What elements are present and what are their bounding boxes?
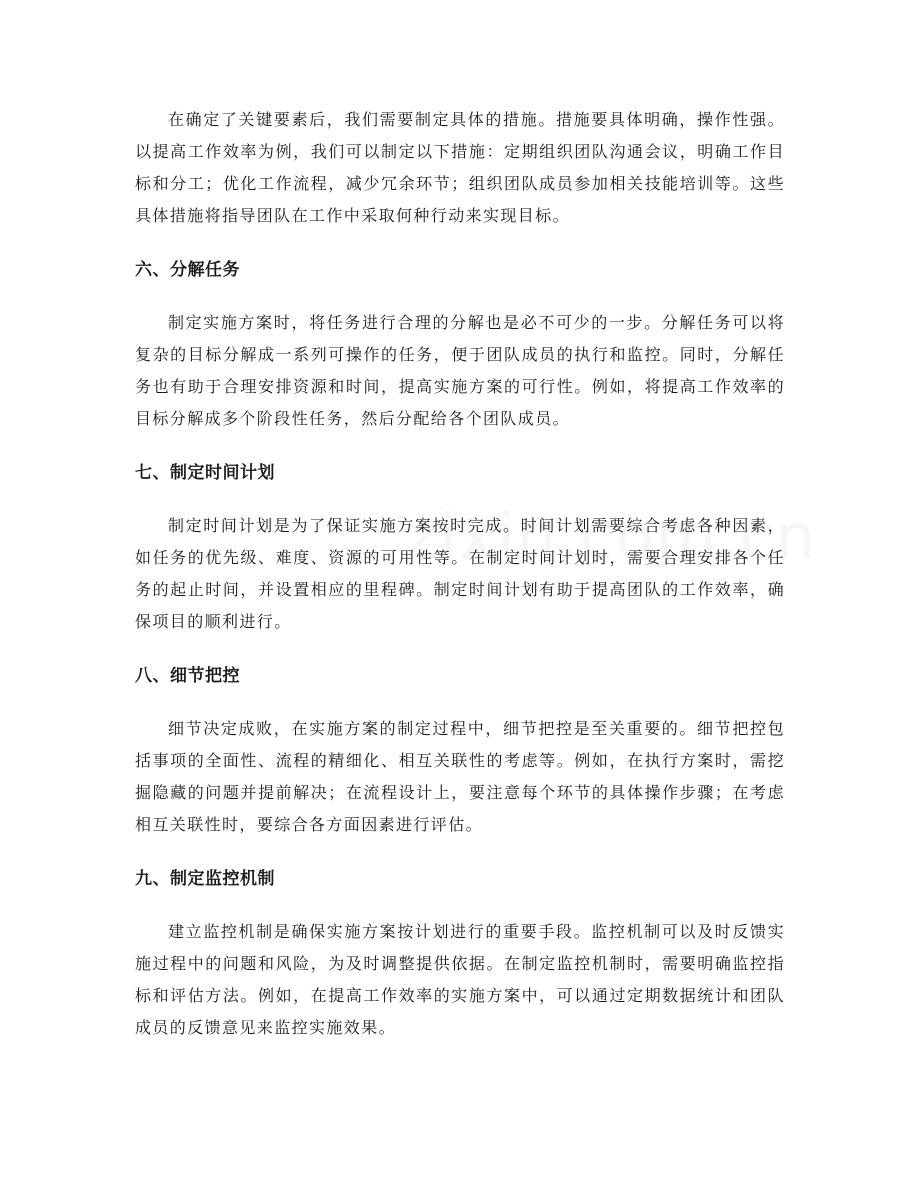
section-paragraph-6: 制定实施方案时，将任务进行合理的分解也是必不可少的一步。分解任务可以将复杂的目标分解成一系列可操作的任务，便于团队成员的执行和监控。同时，分解任务也有助于合理安排资源和时间，提高实施方案的可行性。例如，将提高工作效率的目标分解成多个阶段性任务，然后分配给各个团队成员。 — [135, 313, 785, 428]
section-paragraph-7: 制定时间计划是为了保证实施方案按时完成。时间计划需要综合考虑各种因素，如任务的优先级、难度、资源的可用性等。在制定时间计划时，需要合理安排各个任务的起止时间，并设置相应的里程碑。制定时间计划有助于提高团队的工作效率，确保项目的顺利进行。 — [135, 516, 785, 631]
section-heading-9: 九、制定监控机制 — [135, 869, 275, 889]
section-heading-7: 七、制定时间计划 — [135, 463, 275, 483]
section-heading-8: 八、细节把控 — [135, 666, 240, 686]
section-heading-6: 六、分解任务 — [135, 260, 240, 280]
intro-paragraph: 在确定了关键要素后，我们需要制定具体的措施。措施要具体明确，操作性强。以提高工作效率为例，我们可以制定以下措施：定期组织团队沟通会议，明确工作目标和分工；优化工作流程，减少冗余环节；组织团队成员参加相关技能培训等。这些具体措施将指导团队在工作中采取何种行动来实现目标。 — [135, 110, 785, 225]
document-body — [135, 104, 785, 1044]
section-paragraph-9: 建立监控机制是确保实施方案按计划进行的重要手段。监控机制可以及时反馈实施过程中的问题和风险，为及时调整提供依据。在制定监控机制时，需要明确监控指标和评估方法。例如，在提高工作效率的实施方案中，可以通过定期数据统计和团队成员的反馈意见来监控实施效果。 — [135, 922, 785, 1037]
section-paragraph-8: 细节决定成败，在实施方案的制定过程中，细节把控是至关重要的。细节把控包括事项的全面性、流程的精细化、相互关联性的考虑等。例如，在执行方案时，需挖掘隐藏的问题并提前解决；在流程设计上，要注意每个环节的具体操作步骤；在考虑相互关联性时，要综合各方面因素进行评估。 — [135, 719, 785, 834]
